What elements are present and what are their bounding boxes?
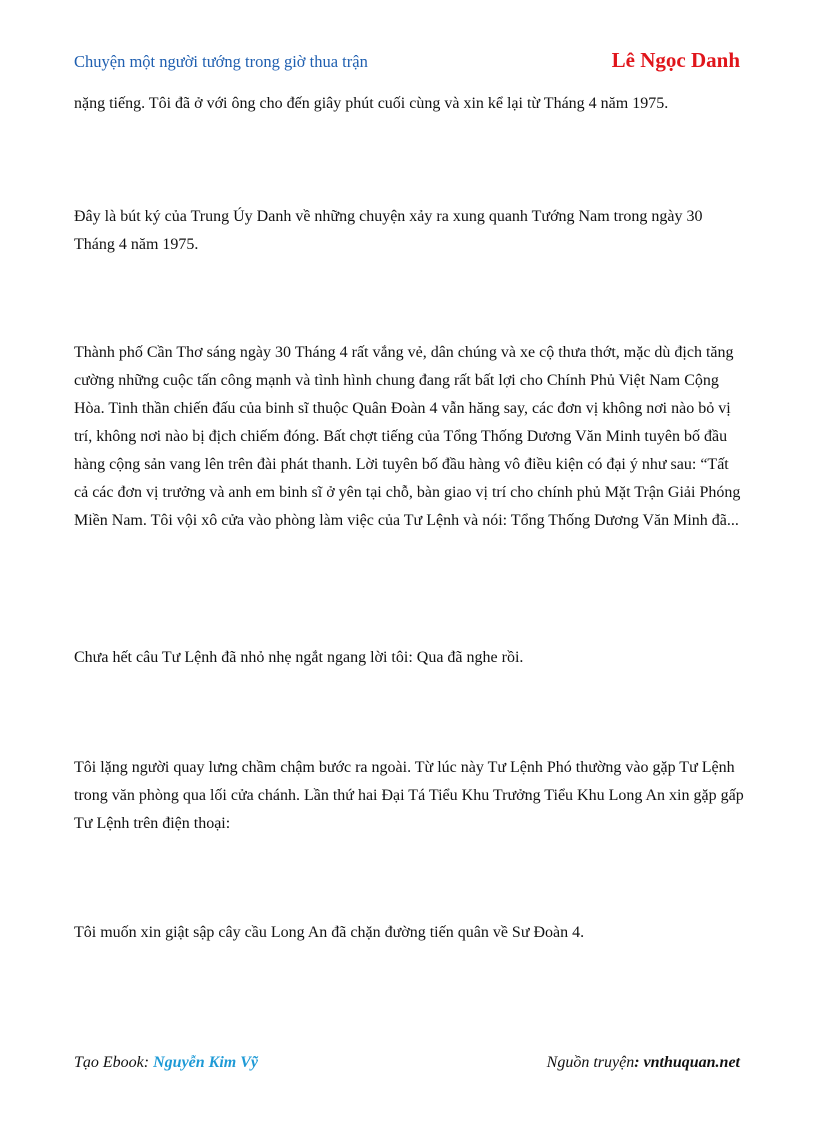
ebook-label: Tạo Ebook	[74, 1054, 144, 1071]
author-name: Lê Ngọc Danh	[611, 48, 740, 72]
source-label: Nguồn truyện	[546, 1054, 635, 1071]
page-footer	[74, 1054, 740, 1072]
paragraph-1: nặng tiếng. Tôi đã ở với ông cho đến giây phút cuối cùng và xin kể lại từ Tháng 4 năm 1975.	[74, 95, 669, 112]
ebook-author: Nguyễn Kim Vỹ	[153, 1054, 258, 1071]
paragraph-5: Tôi lặng người quay lưng chầm chậm bước ra ngoài. Từ lúc này Tư Lệnh Phó thường vào gặp Tư Lệnh trong văn phòng qua lối cửa chánh. Lần thứ hai Đại Tá Tiểu Khu Trưởng Tiểu Khu Long An xin gặp gấp Tư Lệnh trên điện thoại:	[74, 759, 744, 832]
book-title: Chuyện một người tướng trong giờ thua trận	[74, 52, 368, 71]
paragraph-3: Thành phố Cần Thơ sáng ngày 30 Tháng 4 rất vắng vẻ, dân chúng và xe cộ thưa thớt, mặc dù địch tăng cường những cuộc tấn công mạnh và tình hình chung đang rất bất lợi cho Chính Phủ Việt Nam Cộng Hòa. Tinh thần chiến đấu của binh sĩ thuộc Quân Đoàn 4 vẫn hăng say, các đơn vị không nơi nào bỏ vị trí, không nơi nào bị địch chiếm đóng. Bất chợt tiếng của Tổng Thống Dương Văn Minh tuyên bố đầu hàng cộng sản vang lên trên đài phát thanh. Lời tuyên bố đầu hàng vô điều kiện có đại ý như sau: “Tất cả các đơn vị trưởng và anh em binh sĩ ở yên tại chỗ, bàn giao vị trí cho chính phủ Mặt Trận Giải Phóng Miền Nam. Tôi vội xô cửa vào phòng làm việc của Tư Lệnh và nói: Tổng Thống Dương Văn Minh đã...	[74, 344, 741, 529]
source-credit	[547, 1054, 740, 1072]
source-site: vnthuquan.net	[643, 1054, 740, 1071]
paragraph-2: Đây là bút ký của Trung Úy Danh về những chuyện xảy ra xung quanh Tướng Nam trong ngày 30 Tháng 4 năm 1975.	[74, 208, 703, 253]
paragraph-6: Tôi muốn xin giật sập cây cầu Long An đã chặn đường tiến quân về Sư Đoàn 4.	[74, 924, 585, 941]
ebook-separator: :	[143, 1054, 154, 1071]
ebook-credit	[74, 1054, 258, 1072]
page-header	[74, 48, 740, 76]
source-separator: :	[634, 1054, 644, 1071]
paragraph-4: Chưa hết câu Tư Lệnh đã nhỏ nhẹ ngắt ngang lời tôi: Qua đã nghe rồi.	[74, 649, 524, 666]
